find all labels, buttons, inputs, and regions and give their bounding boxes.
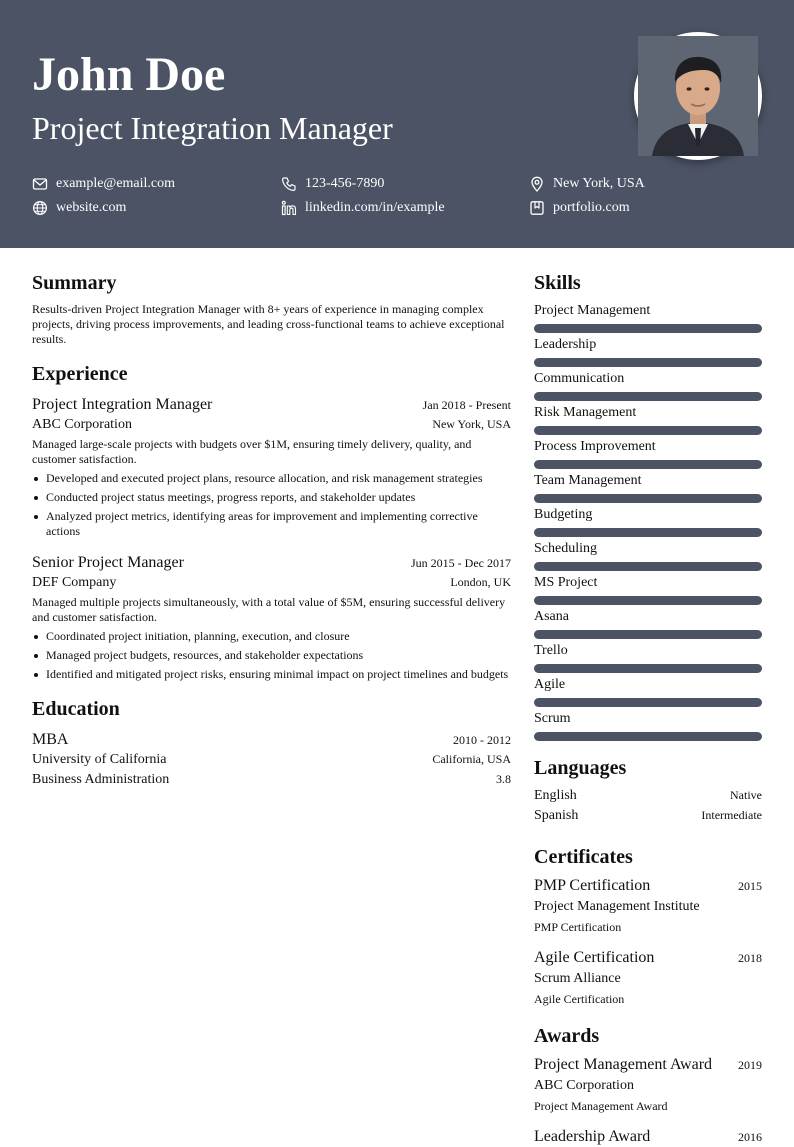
skill-level-track xyxy=(534,596,762,605)
experience-bullet: Conducted project status meetings, progress reports, and stakeholder updates xyxy=(32,490,511,505)
experience-bullets xyxy=(32,471,511,539)
skill-level-track xyxy=(534,426,762,435)
award-detail: Project Management Award xyxy=(534,1099,668,1113)
certificate-issuer: Project Management Institute xyxy=(534,899,700,914)
skill-item xyxy=(534,676,762,707)
skill-level-track xyxy=(534,528,762,537)
award-name: Leadership Award xyxy=(534,1128,651,1145)
certificate-item xyxy=(534,876,762,935)
contact-website-text: website.com xyxy=(56,200,127,215)
skill-level-track xyxy=(534,494,762,503)
contact-location-text: New York, USA xyxy=(553,176,645,191)
skill-label: MS Project xyxy=(534,575,598,590)
experience-section xyxy=(32,361,511,682)
experience-description: Managed multiple projects simultaneously, with a total value of $5M, ensuring successful delivery and customer satisfaction. xyxy=(32,595,506,624)
experience-dates: Jun 2015 - Dec 2017 xyxy=(411,556,511,570)
education-field: Business Administration xyxy=(32,772,170,787)
awards-heading: Awards xyxy=(534,1025,600,1047)
skill-level-track xyxy=(534,324,762,333)
contact-email[interactable] xyxy=(32,175,175,193)
skill-item xyxy=(534,642,762,673)
award-year: 2019 xyxy=(738,1058,762,1072)
skill-label: Leadership xyxy=(534,337,597,352)
education-location: California, USA xyxy=(432,752,511,766)
skill-level-track xyxy=(534,358,762,367)
skill-label: Agile xyxy=(534,677,566,692)
skill-label: Scheduling xyxy=(534,541,597,556)
main-column xyxy=(32,270,511,790)
certificate-detail: Agile Certification xyxy=(534,992,625,1006)
experience-bullet: Developed and executed project plans, resource allocation, and risk management strategies xyxy=(32,471,511,486)
skill-level-track xyxy=(534,664,762,673)
skill-level-bar xyxy=(534,358,762,367)
experience-bullet: Coordinated project initiation, planning, execution, and closure xyxy=(32,629,511,644)
experience-location: London, UK xyxy=(450,575,511,589)
skill-level-bar xyxy=(534,494,762,503)
skill-item xyxy=(534,302,762,333)
summary-section xyxy=(32,270,511,347)
skill-label: Trello xyxy=(534,643,568,658)
experience-company: DEF Company xyxy=(32,575,117,590)
job-title: Project Integration Manager xyxy=(32,110,393,146)
skills-heading: Skills xyxy=(534,272,581,294)
skills-list xyxy=(534,302,762,741)
portfolio-icon xyxy=(529,200,545,216)
contact-email-text: example@email.com xyxy=(56,176,176,191)
linkedin-icon xyxy=(281,200,297,216)
experience-heading: Experience xyxy=(32,363,128,385)
skill-item xyxy=(534,574,762,605)
education-heading: Education xyxy=(32,698,120,720)
experience-bullet: Identified and mitigated project risks, ensuring minimal impact on project timelines and budgets xyxy=(32,667,511,682)
certificate-name: PMP Certification xyxy=(534,877,651,894)
language-level: Intermediate xyxy=(701,808,762,822)
languages-heading: Languages xyxy=(534,757,627,779)
skill-item xyxy=(534,438,762,469)
experience-role: Senior Project Manager xyxy=(32,554,184,571)
experience-bullets xyxy=(32,629,511,682)
person-name: John Doe xyxy=(32,48,226,101)
contact-linkedin-text: linkedin.com/in/example xyxy=(305,200,445,215)
skill-item xyxy=(534,506,762,537)
skill-level-bar xyxy=(534,528,762,537)
skill-level-track xyxy=(534,562,762,571)
skill-label: Team Management xyxy=(534,473,642,488)
sidebar-column xyxy=(534,270,762,1147)
skill-label: Process Improvement xyxy=(534,439,656,454)
profile-photo-illustration xyxy=(638,36,758,156)
skill-item xyxy=(534,370,762,401)
certificate-name: Agile Certification xyxy=(534,949,655,966)
mail-icon xyxy=(32,176,48,192)
education-section xyxy=(32,696,511,790)
contact-location xyxy=(529,175,645,193)
award-issuer: ABC Corporation xyxy=(534,1078,634,1093)
award-year: 2016 xyxy=(738,1130,762,1144)
experience-bullet: Managed project budgets, resources, and stakeholder expectations xyxy=(32,648,511,663)
skill-item xyxy=(534,540,762,571)
award-item xyxy=(534,1055,762,1114)
certificate-year: 2015 xyxy=(738,879,762,893)
certificates-heading: Certificates xyxy=(534,846,633,868)
skill-level-bar xyxy=(534,630,762,639)
summary-text: Results-driven Project Integration Manager with 8+ years of experience in managing complex projects, driving process improvements, and leading cross-functional teams to achieve exceptional results. xyxy=(32,302,505,346)
skill-label: Budgeting xyxy=(534,507,593,522)
experience-item xyxy=(32,553,511,682)
skill-item xyxy=(534,404,762,435)
skill-level-track xyxy=(534,392,762,401)
skill-label: Communication xyxy=(534,371,625,386)
globe-icon xyxy=(32,200,48,216)
skill-item xyxy=(534,336,762,367)
education-degree: MBA xyxy=(32,731,69,748)
contact-linkedin[interactable] xyxy=(281,199,445,217)
experience-item xyxy=(32,395,511,539)
skill-label: Risk Management xyxy=(534,405,637,420)
experience-company: ABC Corporation xyxy=(32,417,132,432)
contact-portfolio-text: portfolio.com xyxy=(553,200,630,215)
skill-level-bar xyxy=(534,596,762,605)
phone-icon xyxy=(281,176,297,192)
certificates-section xyxy=(534,844,762,1007)
summary-heading: Summary xyxy=(32,272,117,294)
education-school: University of California xyxy=(32,752,167,767)
award-name: Project Management Award xyxy=(534,1056,713,1073)
experience-dates: Jan 2018 - Present xyxy=(422,398,511,412)
skill-level-bar xyxy=(534,732,762,741)
skill-level-bar xyxy=(534,664,762,673)
skills-section xyxy=(534,270,762,741)
contact-phone[interactable] xyxy=(281,175,384,193)
languages-section xyxy=(534,755,762,826)
profile-photo xyxy=(634,32,762,160)
skill-level-bar xyxy=(534,426,762,435)
education-dates: 2010 - 2012 xyxy=(453,733,511,747)
resume-header xyxy=(0,0,794,248)
skill-level-track xyxy=(534,732,762,741)
skill-label: Project Management xyxy=(534,303,651,318)
skill-item xyxy=(534,472,762,503)
skill-item xyxy=(534,608,762,639)
skill-level-track xyxy=(534,460,762,469)
skill-item xyxy=(534,710,762,741)
language-name: Spanish xyxy=(534,808,579,823)
experience-location: New York, USA xyxy=(432,417,511,431)
language-level: Native xyxy=(730,788,762,802)
skill-level-track xyxy=(534,630,762,639)
skill-level-track xyxy=(534,698,762,707)
certificate-issuer: Scrum Alliance xyxy=(534,971,621,986)
certificate-year: 2018 xyxy=(738,951,762,965)
location-pin-icon xyxy=(529,176,545,192)
certificate-detail: PMP Certification xyxy=(534,920,622,934)
contact-phone-text: 123-456-7890 xyxy=(305,176,385,191)
skill-level-bar xyxy=(534,460,762,469)
contact-portfolio[interactable] xyxy=(529,199,630,217)
education-gpa: 3.8 xyxy=(496,772,511,786)
certificate-item xyxy=(534,948,762,1007)
experience-bullet: Analyzed project metrics, identifying areas for improvement and implementing corrective actions xyxy=(32,509,511,539)
skill-level-bar xyxy=(534,562,762,571)
skill-level-bar xyxy=(534,698,762,707)
skill-level-bar xyxy=(534,324,762,333)
language-name: English xyxy=(534,788,577,803)
skill-level-bar xyxy=(534,392,762,401)
contact-website[interactable] xyxy=(32,199,126,217)
skill-label: Asana xyxy=(534,609,569,624)
awards-section xyxy=(534,1023,762,1147)
award-item xyxy=(534,1127,762,1147)
experience-role: Project Integration Manager xyxy=(32,396,213,413)
skill-label: Scrum xyxy=(534,711,571,726)
experience-description: Managed large-scale projects with budgets over $1M, ensuring timely delivery, quality, and customer satisfaction. xyxy=(32,437,472,466)
